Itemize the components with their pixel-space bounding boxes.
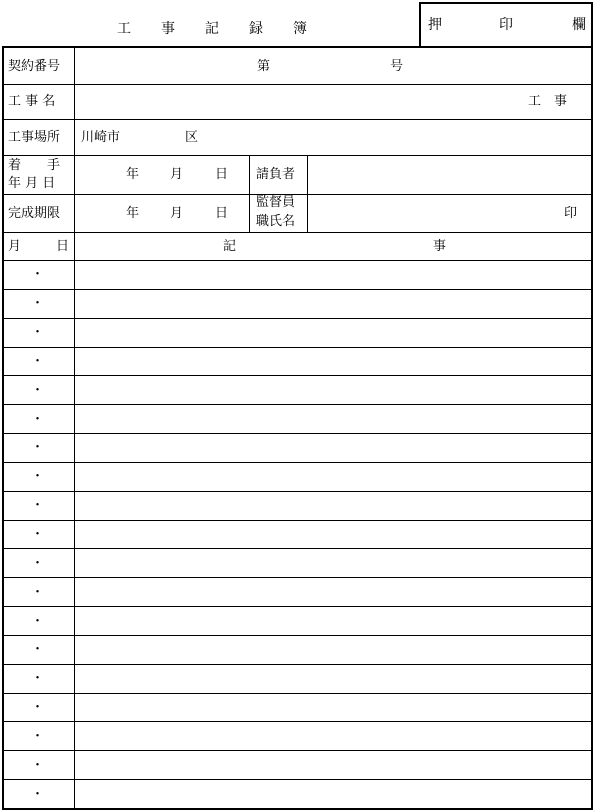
divider	[2, 84, 593, 85]
date-separator-dot: ・	[31, 757, 45, 773]
row-divider	[2, 404, 593, 405]
title-char: 簿	[293, 21, 307, 37]
row-divider	[2, 635, 593, 636]
supervisor-label-top: 監督員	[256, 195, 296, 210]
deadline-label: 完成期限	[8, 206, 61, 221]
work-name-label: 工 事 名	[8, 94, 56, 109]
contract-number-field[interactable]	[275, 52, 385, 80]
row-divider	[2, 664, 593, 665]
start-day: 日	[215, 167, 229, 182]
divider	[2, 232, 593, 233]
date-separator-dot: ・	[31, 382, 45, 398]
site-label: 工事場所	[8, 130, 61, 145]
date-separator-dot: ・	[31, 527, 45, 542]
record-row[interactable]	[75, 751, 591, 779]
row-divider	[2, 577, 593, 578]
record-row[interactable]	[75, 492, 591, 520]
deadline-day: 日	[215, 206, 229, 221]
date-separator-dot: ・	[31, 613, 45, 629]
record-row[interactable]	[75, 694, 591, 722]
record-row[interactable]	[75, 434, 591, 462]
header-bottom-border	[2, 46, 593, 48]
record-row[interactable]	[75, 578, 591, 606]
row-divider	[2, 462, 593, 463]
supervisor-seal-mark: 印	[564, 206, 578, 221]
person-column-divider	[307, 155, 308, 232]
start-date-label-top: 着 手	[8, 158, 61, 173]
record-row[interactable]	[75, 521, 591, 549]
row-divider	[2, 779, 593, 780]
record-row[interactable]	[75, 549, 591, 577]
deadline-year: 年	[126, 206, 140, 221]
contractor-field[interactable]	[312, 159, 588, 191]
record-row[interactable]	[75, 348, 591, 376]
supervisor-name-field[interactable]	[312, 198, 552, 230]
start-date-label-bottom: 年 月 日	[8, 176, 56, 191]
record-row[interactable]	[75, 405, 591, 433]
record-header-koto: 事	[433, 239, 447, 254]
record-row[interactable]	[75, 463, 591, 491]
work-name-suffix: 工 事	[528, 94, 568, 109]
record-row[interactable]	[75, 636, 591, 664]
contract-go: 号	[390, 59, 404, 74]
date-separator-dot: ・	[31, 671, 45, 687]
contract-number-label: 契約番号	[8, 59, 61, 74]
start-month: 月	[170, 167, 184, 182]
row-divider	[2, 375, 593, 376]
divider	[2, 194, 593, 195]
date-separator-dot: ・	[31, 786, 45, 802]
record-row[interactable]	[75, 780, 591, 808]
date-separator-dot: ・	[31, 296, 45, 312]
site-address-field[interactable]	[205, 123, 585, 151]
seal-box-label-1: 押	[428, 17, 442, 33]
date-separator-dot: ・	[31, 325, 45, 341]
row-divider	[2, 433, 593, 434]
bottom-border	[2, 808, 593, 810]
date-separator-dot: ・	[31, 555, 45, 571]
date-separator-dot: ・	[31, 353, 45, 369]
record-header-month: 月	[8, 239, 22, 254]
deadline-month: 月	[170, 206, 184, 221]
record-row[interactable]	[75, 607, 591, 635]
supervisor-label-bottom: 職氏名	[256, 214, 296, 229]
date-column-divider	[249, 155, 250, 232]
site-ward: 区	[185, 130, 199, 145]
left-border	[2, 46, 4, 810]
contract-dai: 第	[257, 59, 271, 74]
date-separator-dot: ・	[31, 267, 45, 283]
row-divider	[2, 721, 593, 722]
date-separator-dot: ・	[31, 642, 45, 658]
record-row[interactable]	[75, 722, 591, 750]
seal-box-label-3: 欄	[572, 17, 586, 33]
start-year: 年	[126, 167, 140, 182]
top-border-seal	[420, 2, 592, 4]
date-separator-dot: ・	[31, 440, 45, 456]
date-separator-dot: ・	[31, 498, 45, 514]
date-separator-dot: ・	[31, 700, 45, 716]
title-char: 記	[205, 21, 219, 37]
row-divider	[2, 606, 593, 607]
record-row[interactable]	[75, 290, 591, 318]
seal-left-border	[419, 2, 421, 47]
title-char: 事	[161, 21, 175, 37]
title-char: 録	[249, 21, 263, 37]
row-divider	[2, 289, 593, 290]
record-row[interactable]	[75, 665, 591, 693]
site-city: 川崎市	[81, 130, 121, 145]
row-divider	[2, 693, 593, 694]
date-separator-dot: ・	[31, 411, 45, 427]
record-row[interactable]	[75, 376, 591, 404]
date-separator-dot: ・	[31, 584, 45, 600]
divider	[2, 155, 593, 156]
record-header-day: 日	[56, 239, 70, 254]
divider	[2, 119, 593, 120]
row-divider	[2, 491, 593, 492]
title-char: 工	[117, 21, 131, 37]
contractor-label: 請負者	[256, 167, 296, 182]
seal-box-label-2: 印	[499, 17, 513, 33]
record-header-ki: 記	[223, 239, 237, 254]
record-row[interactable]	[75, 261, 591, 289]
date-separator-dot: ・	[31, 469, 45, 485]
row-divider	[2, 347, 593, 348]
row-divider	[2, 318, 593, 319]
record-row[interactable]	[75, 319, 591, 347]
row-divider	[2, 520, 593, 521]
work-name-field[interactable]	[80, 88, 520, 116]
row-divider	[2, 750, 593, 751]
right-border	[591, 2, 593, 810]
row-divider	[2, 548, 593, 549]
date-separator-dot: ・	[31, 728, 45, 744]
